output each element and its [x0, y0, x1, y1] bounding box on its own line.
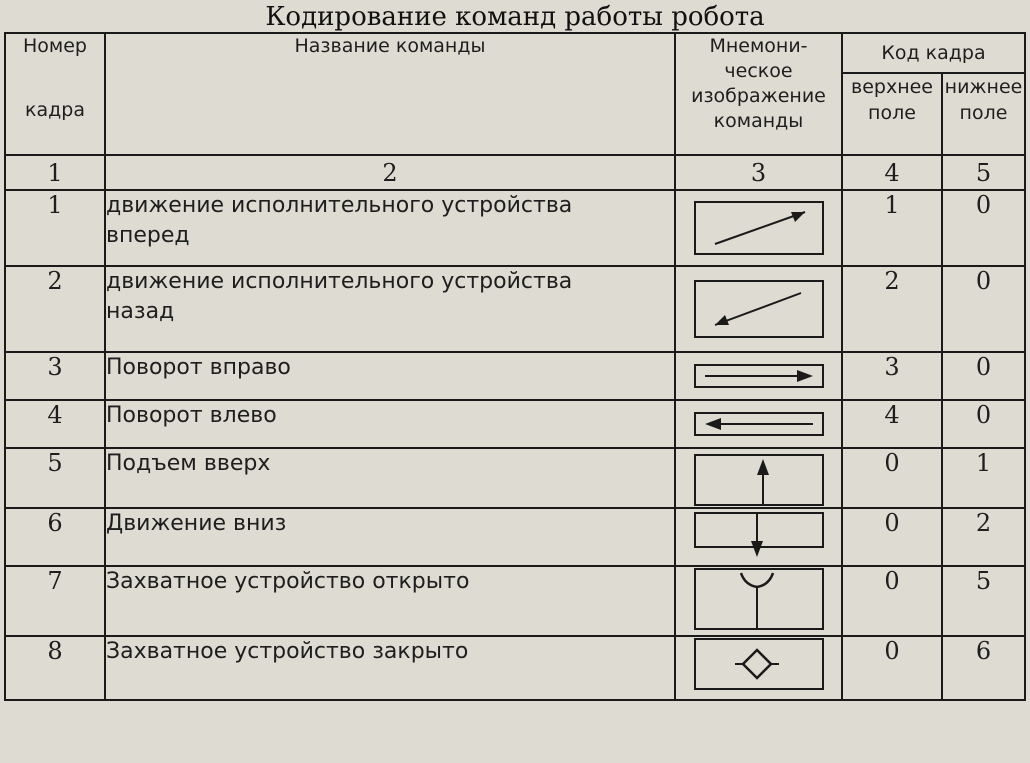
row-number: 3 — [5, 352, 105, 400]
row-number: 4 — [5, 400, 105, 448]
column-index: 3 — [675, 155, 842, 190]
command-name-header: Название команды — [105, 33, 675, 155]
command-name: Поворот влево — [105, 400, 675, 448]
upper-field-code: 4 — [842, 400, 942, 448]
column-index: 4 — [842, 155, 942, 190]
table-title: Кодирование команд работы робота — [265, 2, 765, 32]
frame-number-header — [5, 33, 105, 155]
upper-field-code: 0 — [842, 566, 942, 636]
upper-field-code: 2 — [842, 266, 942, 352]
command-name: Поворот вправо — [105, 352, 675, 400]
column-index: 2 — [105, 155, 675, 190]
gripper-open-icon — [693, 567, 825, 633]
upper-field-code: 3 — [842, 352, 942, 400]
command-name: Движение вниз — [105, 508, 675, 566]
mnemonic-cell — [675, 352, 842, 400]
command-name: Захватное устройство закрыто — [105, 636, 675, 700]
lower-field-code: 6 — [942, 636, 1025, 700]
mnemonic-cell — [675, 636, 842, 700]
upper-field-code: 0 — [842, 508, 942, 566]
mnemonic-cell — [675, 448, 842, 508]
upper-field-code: 1 — [842, 190, 942, 266]
command-codes-table — [4, 32, 1026, 701]
table-row — [5, 636, 1025, 700]
arrow-left-icon — [693, 411, 825, 437]
table-row — [5, 508, 1025, 566]
arrow-right-icon — [693, 363, 825, 389]
diagonal-arrow-down-left-icon — [693, 279, 825, 339]
mnemonic-cell — [675, 508, 842, 566]
diagonal-arrow-up-right-icon — [693, 200, 825, 256]
mnemonic-cell — [675, 266, 842, 352]
table-row — [5, 190, 1025, 266]
row-number: 1 — [5, 190, 105, 266]
column-index: 5 — [942, 155, 1025, 190]
mnemonic-header: Мнемони- ческое изображение команды — [675, 33, 842, 155]
row-number: 8 — [5, 636, 105, 700]
lower-field-code: 2 — [942, 508, 1025, 566]
table-row — [5, 448, 1025, 508]
mnemonic-cell — [675, 400, 842, 448]
row-number: 5 — [5, 448, 105, 508]
lower-field-code: 1 — [942, 448, 1025, 508]
command-name: движение исполнительного устройства назад — [105, 266, 675, 352]
command-name: Захватное устройство открыто — [105, 566, 675, 636]
lower-field-code: 5 — [942, 566, 1025, 636]
lower-field-code: 0 — [942, 352, 1025, 400]
row-number: 6 — [5, 508, 105, 566]
lower-field-header: нижнее поле — [942, 73, 1025, 155]
command-name: Подъем вверх — [105, 448, 675, 508]
lower-field-code: 0 — [942, 400, 1025, 448]
row-number: 2 — [5, 266, 105, 352]
mnemonic-cell — [675, 566, 842, 636]
column-index-row — [5, 155, 1025, 190]
column-index: 1 — [5, 155, 105, 190]
frame-code-header: Код кадра — [842, 33, 1025, 73]
upper-field-code: 0 — [842, 636, 942, 700]
row-number: 7 — [5, 566, 105, 636]
upper-field-header: верхнее поле — [842, 73, 942, 155]
table-row — [5, 566, 1025, 636]
mnemonic-cell — [675, 190, 842, 266]
arrow-down-icon — [693, 509, 825, 561]
header-row — [5, 33, 1025, 73]
arrow-up-icon — [693, 453, 825, 507]
gripper-closed-icon — [693, 637, 825, 693]
frame-number-header-line2: кадра — [25, 99, 85, 121]
lower-field-code: 0 — [942, 190, 1025, 266]
table-row — [5, 266, 1025, 352]
table-row — [5, 400, 1025, 448]
upper-field-code: 0 — [842, 448, 942, 508]
lower-field-code: 0 — [942, 266, 1025, 352]
table-row — [5, 352, 1025, 400]
frame-number-header-line1: Номер — [23, 35, 87, 57]
command-name: движение исполнительного устройства вперед — [105, 190, 675, 266]
